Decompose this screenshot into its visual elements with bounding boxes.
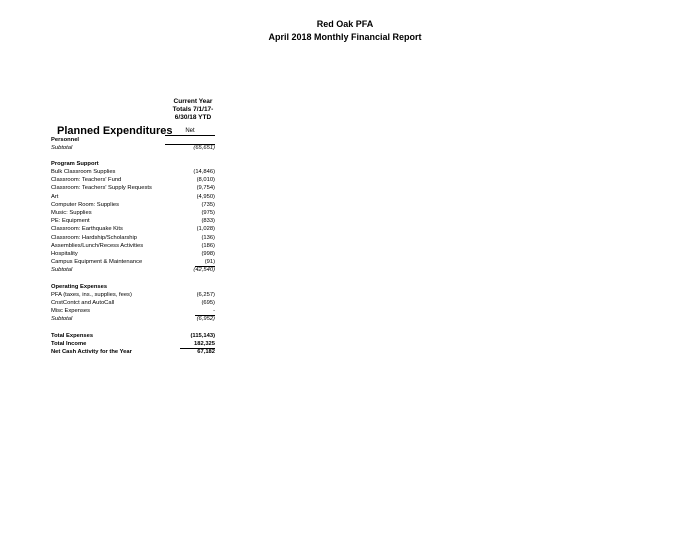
row-value: (186) [201, 242, 215, 249]
row-value: - [213, 308, 215, 315]
row-value: (4,950) [196, 193, 215, 200]
table-row [51, 217, 215, 225]
table-row [51, 209, 215, 217]
personnel-subtotal [51, 144, 215, 152]
row-label: PFA (taxes, ins., supplies, fees) [51, 292, 132, 298]
column-header [163, 98, 223, 122]
row-value: (6,257) [196, 292, 215, 298]
row-value: (9,754) [196, 185, 215, 192]
table-row [51, 184, 215, 192]
subtotal-label: Subtotal [51, 267, 73, 273]
table-row [51, 234, 215, 242]
table-row [51, 299, 215, 307]
subtotal-label: Subtotal [51, 316, 73, 322]
program-support-subtotal [51, 266, 215, 274]
subtotal-value: (65,651) [193, 145, 215, 151]
table-row [51, 250, 215, 258]
row-value: (695) [201, 300, 215, 307]
report-org-title: Red Oak PFA [316, 19, 374, 29]
table-row [51, 291, 215, 299]
program-support-heading: Program Support [51, 161, 99, 167]
row-value: (998) [201, 251, 215, 257]
row-label: PE: Equipment [51, 218, 90, 225]
row-value: (833) [201, 218, 215, 225]
report-subtitle: April 2018 Monthly Financial Report [268, 32, 422, 42]
row-label: Music: Supplies [51, 210, 92, 216]
row-label: Computer Room: Supplies [51, 201, 119, 208]
net-cash-label: Net Cash Activity for the Year [51, 349, 132, 355]
personnel-heading: Personnel [51, 137, 80, 143]
table-row [51, 168, 215, 176]
total-income-label: Total Income [51, 341, 87, 347]
row-label: Classroom: Teachers' Fund [51, 177, 122, 184]
row-value: (136) [201, 234, 215, 241]
row-value: (735) [201, 201, 215, 208]
table-row [51, 258, 215, 266]
row-value: (1,028) [196, 226, 215, 233]
row-label: Classroom: Teachers' Supply Requests [51, 185, 152, 192]
row-label: Misc Expenses [51, 308, 90, 315]
row-value: (8,010) [196, 177, 215, 184]
table-row [51, 225, 215, 233]
row-value: (975) [201, 210, 215, 216]
subtotal-label: Subtotal [51, 145, 73, 151]
row-label: CnstContct and AutoCall [51, 300, 115, 307]
row-label: Classroom: Hardship/Scholarship [51, 234, 138, 241]
table-row [51, 193, 215, 201]
row-label: Campus Equipment & Maintenance [51, 259, 143, 266]
table-row [51, 242, 215, 250]
column-header-line1: Current Year [173, 98, 213, 105]
total-expenses-row [51, 332, 215, 340]
row-value: (14,846) [193, 169, 215, 175]
total-income-row [51, 340, 215, 348]
total-expenses-label: Total Expenses [51, 333, 94, 339]
row-label: Hospitality [51, 251, 78, 257]
subtotal-value: (42,540) [193, 267, 215, 273]
column-header-line2: Totals 7/1/17- [172, 106, 214, 113]
row-label: Assemblies/Lunch/Recess Activities [51, 242, 144, 249]
total-income-value: 182,325 [194, 341, 215, 347]
operating-expenses-subtotal [51, 315, 215, 323]
row-label: Bulk Classroom Supplies [51, 169, 116, 175]
operating-expenses-heading: Operating Expenses [51, 284, 108, 290]
net-cash-value: 67,182 [197, 349, 215, 355]
net-column-label: Net [185, 128, 195, 134]
net-cash-row [51, 348, 215, 356]
total-expenses-value: (115,143) [190, 333, 215, 339]
table-row [51, 201, 215, 209]
row-label: Art [51, 193, 59, 200]
section-title: Planned Expenditures [57, 125, 173, 137]
column-header-line3: 6/30/18 YTD [174, 114, 212, 121]
table-row [51, 176, 215, 184]
row-value: (91) [204, 259, 215, 266]
subtotal-value: (6,952) [196, 316, 215, 322]
row-label: Classroom: Earthquake Kits [51, 226, 123, 233]
